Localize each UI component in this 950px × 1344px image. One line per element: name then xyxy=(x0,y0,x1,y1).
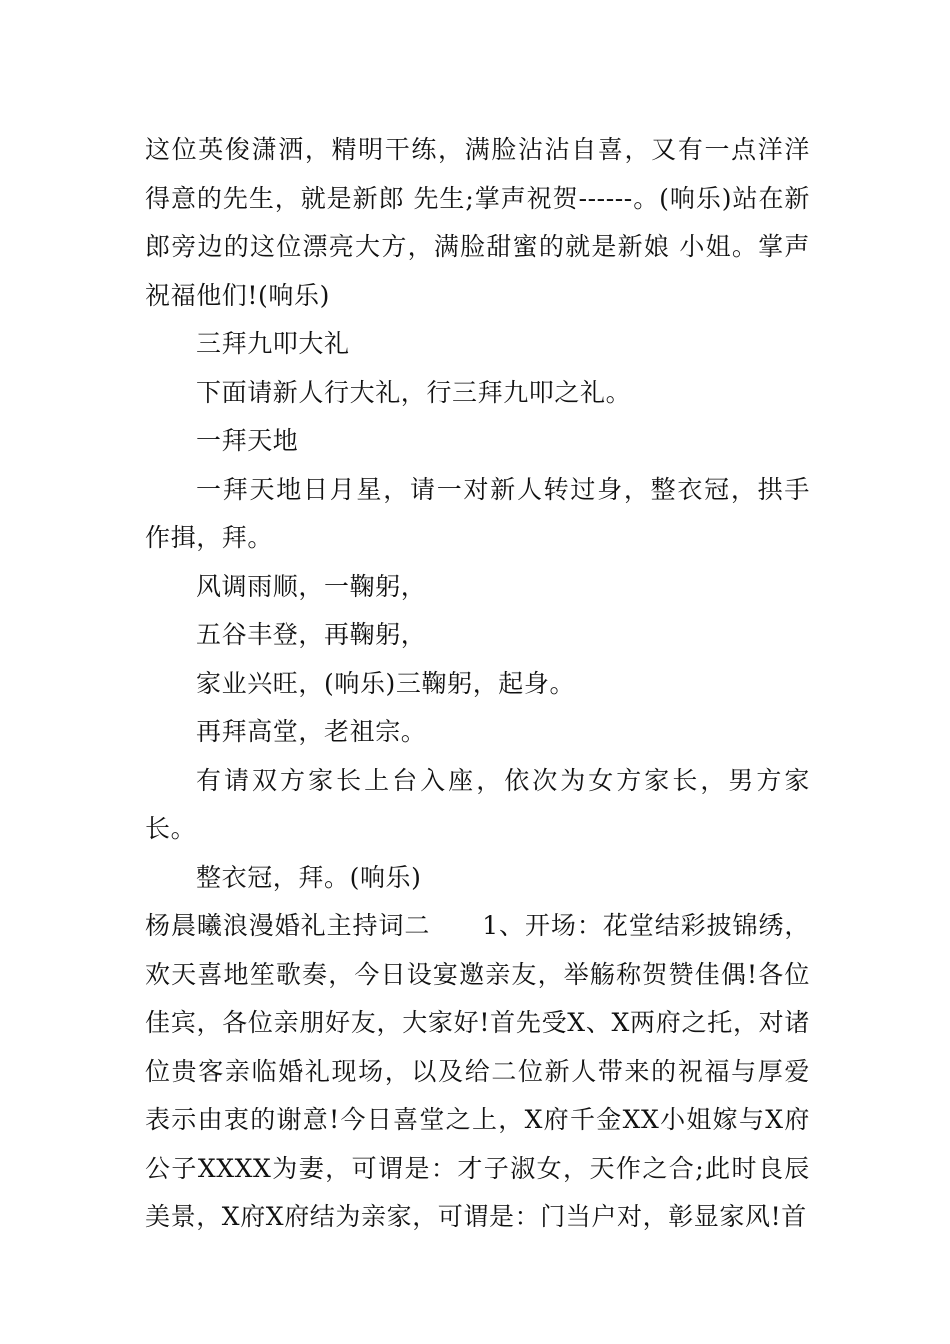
paragraph-intro-couple: 这位英俊潇洒，精明干练，满脸沾沾自喜，又有一点洋洋得意的先生，就是新郎 先生;掌声祝贺------。(响乐)站在新郎旁边的这位漂亮大方，满脸甜蜜的就是新娘 小姐。掌声祝福他们!(响乐) xyxy=(145,135,810,310)
paragraph-ritual-instruction: 下面请新人行大礼，行三拜九叩之礼。 xyxy=(196,377,632,407)
paragraph-first-bow: 一拜天地日月星，请一对新人转过身，整衣冠，拱手作揖，拜。 xyxy=(145,474,810,552)
paragraph-bow-three: 家业兴旺，(响乐)三鞠躬，起身。 xyxy=(196,668,576,698)
paragraph-heading-first-bow: 一拜天地 xyxy=(196,426,299,455)
paragraph-heading-three-bows: 三拜九叩大礼 xyxy=(196,329,350,358)
paragraph-bow-one: 风调雨顺，一鞠躬， xyxy=(196,571,427,601)
paragraph-second-bow: 再拜高堂，老祖宗。 xyxy=(196,717,427,746)
paragraph-invite-parents: 有请双方家长上台入座，依次为女方家长，男方家长。 xyxy=(145,765,810,843)
document-body xyxy=(145,126,810,1242)
paragraph-bow-two: 五谷丰登，再鞠躬， xyxy=(196,620,427,649)
paragraph-second-script-opening: 杨晨曦浪漫婚礼主持词二 1、开场：花堂结彩披锦绣，欢天喜地笙歌奏，今日设宴邀亲友，举觞称贺赞佳偶!各位佳宾，各位亲朋好友，大家好!首先受X、X两府之托，对诸位贵客亲临婚礼现场，以及给二位新人带来的祝福与厚爱表示由衷的谢意!今日喜堂之上，X府千金XX小姐嫁与X府公子XXXX为妻，可谓是：才子淑女，天作之合;此时良辰美景，X府X府结为亲家，可谓是：门当户对，彰显家风!首 xyxy=(145,911,810,1231)
paragraph-bow-parents: 整衣冠，拜。(响乐) xyxy=(196,862,422,892)
